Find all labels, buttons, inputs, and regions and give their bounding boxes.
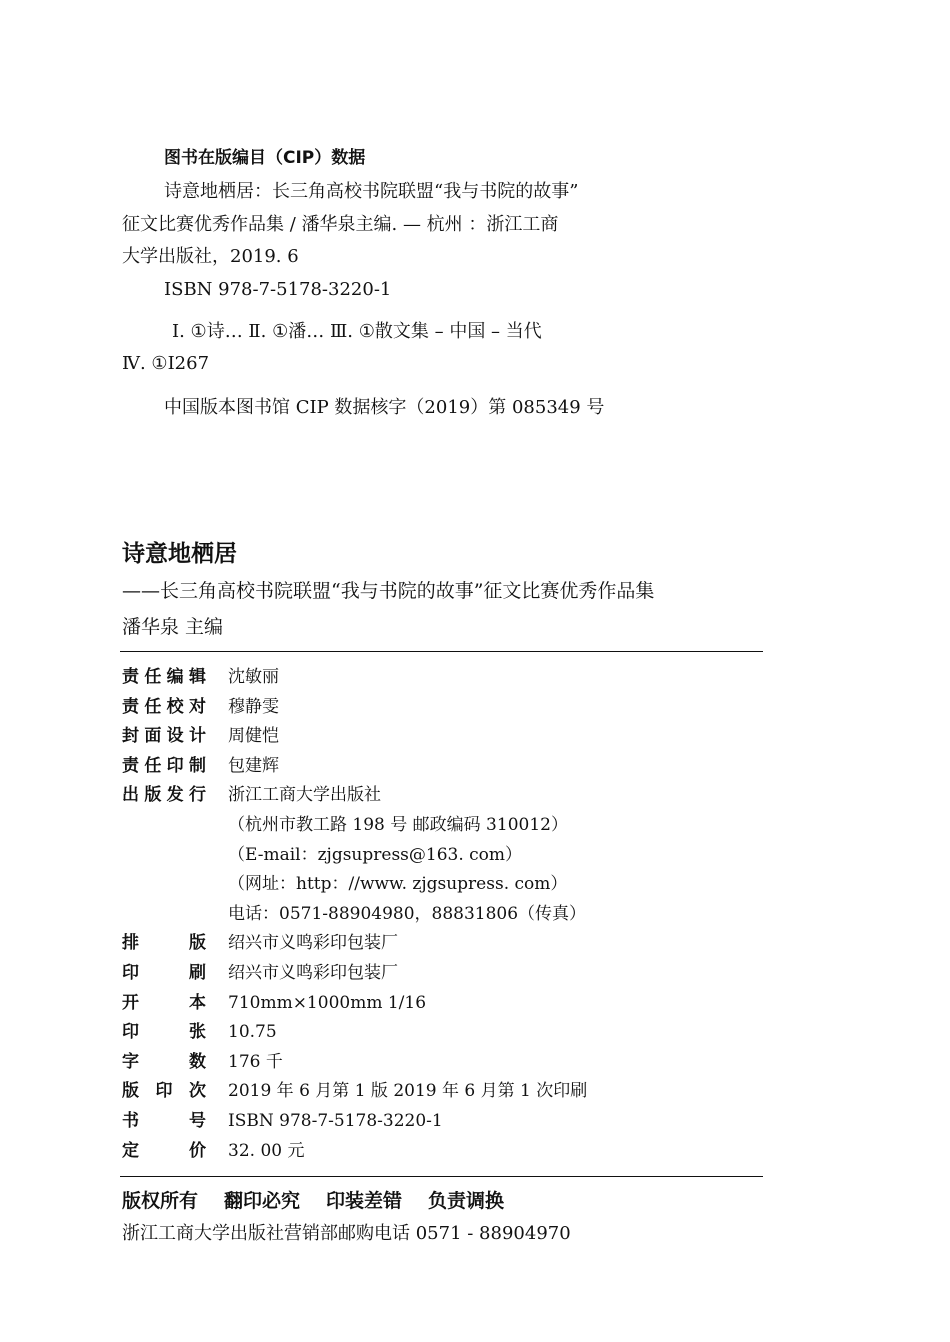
colophon-label-char: 张 <box>189 1022 206 1043</box>
colophon-row <box>122 931 762 955</box>
cip-classification-cont: Ⅳ. ①I267 <box>122 353 210 374</box>
colophon-label-char: 号 <box>189 1111 206 1131</box>
colophon-value: 32. 00 元 <box>228 1140 305 1161</box>
colophon-label <box>122 991 206 1015</box>
colophon-label-char: 制 <box>188 755 206 776</box>
colophon-label <box>122 1020 206 1044</box>
colophon-value: （网址：http：//www. zjgsupress. com） <box>228 874 568 895</box>
colophon-row <box>122 1079 762 1103</box>
colophon-label-char: 任 <box>144 696 162 717</box>
colophon-label <box>122 961 206 985</box>
colophon-label <box>122 1109 206 1133</box>
colophon-label-char: 任 <box>144 755 162 776</box>
colophon-label-char: 对 <box>188 696 206 717</box>
colophon-label-char: 价 <box>189 1140 206 1161</box>
colophon-row <box>122 783 762 807</box>
rights-item: 印装差错 <box>326 1190 403 1212</box>
colophon-label-char: 印 <box>155 1081 173 1102</box>
colophon-row <box>122 724 762 748</box>
cip-record-number: 中国版本图书馆 CIP 数据核字（2019）第 085349 号 <box>164 397 605 418</box>
rights-item: 负责调换 <box>428 1190 505 1212</box>
colophon-value: 电话：0571-88904980，88831806（传真） <box>228 903 587 924</box>
colophon-label <box>122 1079 206 1103</box>
colophon-label-char: 印 <box>122 1022 139 1043</box>
colophon-label-char: 版 <box>122 1081 139 1102</box>
colophon-label-char: 数 <box>189 1051 206 1072</box>
rights-item: 翻印必究 <box>224 1190 301 1212</box>
colophon-label <box>122 724 206 748</box>
colophon-row <box>122 872 762 896</box>
colophon-label-char: 面 <box>144 726 162 747</box>
colophon-row <box>122 1139 762 1163</box>
colophon-value: 浙江工商大学出版社 <box>228 785 381 806</box>
colophon-row <box>122 813 762 837</box>
book-title: 诗意地栖居 <box>122 541 237 567</box>
cip-line: 大学出版社，2019. 6 <box>122 246 299 267</box>
cip-classification: Ⅰ. ①诗… Ⅱ. ①潘… Ⅲ. ①散文集 – 中国 – 当代 <box>172 321 542 342</box>
colophon-label <box>122 1139 206 1163</box>
colophon-row <box>122 843 762 867</box>
colophon-value: 710mm×1000mm 1/16 <box>228 992 427 1013</box>
colophon-value: 176 千 <box>228 1051 283 1072</box>
colophon-label-char: 字 <box>122 1051 139 1072</box>
colophon-label-char: 发 <box>166 785 184 806</box>
colophon-label-char: 出 <box>122 785 139 806</box>
colophon-label-char: 责 <box>122 696 139 717</box>
colophon-label-char: 编 <box>166 667 184 687</box>
colophon-label-char: 封 <box>122 726 139 747</box>
colophon-label <box>122 783 206 807</box>
colophon-row <box>122 1109 762 1133</box>
colophon-row <box>122 902 762 926</box>
colophon-value: 2019 年 6 月第 1 版 2019 年 6 月第 1 次印刷 <box>228 1081 588 1102</box>
colophon-label-char: 本 <box>189 992 206 1013</box>
colophon-row <box>122 695 762 719</box>
colophon-label <box>122 695 206 719</box>
colophon-row <box>122 1020 762 1044</box>
book-editor: 潘华泉 主编 <box>122 616 224 638</box>
colophon-row <box>122 991 762 1015</box>
colophon-label-char: 校 <box>166 696 184 717</box>
colophon-row <box>122 961 762 985</box>
colophon-label-char: 次 <box>189 1081 206 1102</box>
colophon-label-char: 版 <box>189 933 206 954</box>
colophon-label-char: 版 <box>144 785 162 806</box>
cip-heading: 图书在版编目（CIP）数据 <box>164 148 366 168</box>
rights-statement <box>122 1188 530 1214</box>
colophon-label-char: 排 <box>122 933 139 954</box>
colophon-label-char: 定 <box>122 1140 139 1161</box>
colophon-label-char: 开 <box>122 992 139 1013</box>
cip-isbn: ISBN 978-7-5178-3220-1 <box>164 279 392 300</box>
divider-bottom <box>120 1176 763 1177</box>
sales-phone-line: 浙江工商大学出版社营销部邮购电话 0571 - 88904970 <box>122 1223 571 1244</box>
cip-line: 诗意地栖居：长三角高校书院联盟“我与书院的故事” <box>164 181 579 202</box>
colophon-label-char: 计 <box>188 726 206 747</box>
colophon-label-char: 刷 <box>189 963 206 983</box>
colophon-value: 10.75 <box>228 1022 277 1043</box>
book-subtitle: ——长三角高校书院联盟“我与书院的故事”征文比赛优秀作品集 <box>122 580 655 602</box>
colophon-value: 包建辉 <box>228 755 279 776</box>
colophon-row <box>122 1050 762 1074</box>
cip-line: 征文比赛优秀作品集 / 潘华泉主编. — 杭州 ：浙江工商 <box>122 214 559 235</box>
rights-item: 版权所有 <box>122 1190 199 1212</box>
colophon-label <box>122 931 206 955</box>
colophon-value: 周健恺 <box>228 726 279 747</box>
colophon-label-char: 责 <box>122 755 139 776</box>
colophon-label-char: 书 <box>122 1111 139 1131</box>
colophon-label-char: 印 <box>166 755 184 776</box>
colophon-label-char: 印 <box>122 963 139 983</box>
colophon-label-char: 任 <box>144 667 162 687</box>
colophon-label-char: 责 <box>122 667 139 687</box>
colophon-value: （杭州市教工路 198 号 邮政编码 310012） <box>228 815 568 835</box>
colophon-value: 绍兴市义鸣彩印包装厂 <box>228 963 398 983</box>
colophon-value: 绍兴市义鸣彩印包装厂 <box>228 933 398 954</box>
colophon-label-char: 行 <box>188 785 206 806</box>
colophon-label <box>122 754 206 778</box>
colophon-row <box>122 754 762 778</box>
colophon-row <box>122 665 762 689</box>
colophon-value: 穆静雯 <box>228 696 279 717</box>
colophon-value: 沈敏丽 <box>228 667 279 687</box>
colophon-label-char: 设 <box>166 726 184 747</box>
colophon-label <box>122 1050 206 1074</box>
colophon-label-char: 辑 <box>188 667 206 687</box>
colophon-value: ISBN 978-7-5178-3220-1 <box>228 1111 443 1131</box>
divider-top <box>120 651 763 652</box>
colophon-label <box>122 665 206 689</box>
colophon-value: （E-mail：zjgsupress@163. com） <box>228 844 523 865</box>
